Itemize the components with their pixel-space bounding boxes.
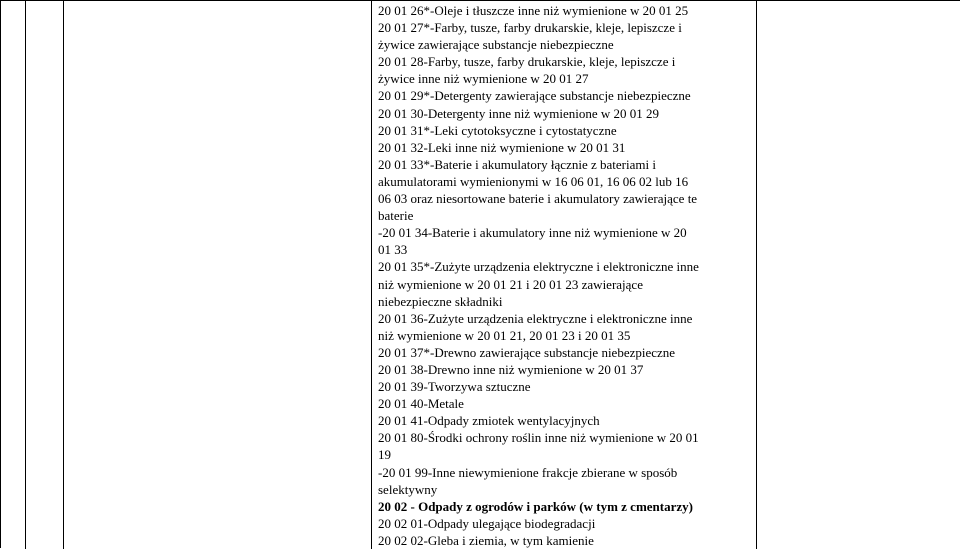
waste-codes-cell: [378, 2, 750, 549]
text-line: 20 01 33*-Baterie i akumulatory łącznie z bateriami i: [378, 156, 656, 172]
text-line: 20 01 27*-Farby, tusze, farby drukarskie, kleje, lepiszcze i: [378, 20, 682, 36]
text-line: 20 01 41-Odpady zmiotek wentylacyjnych: [378, 413, 600, 429]
text-line: 20 01 32-Leki inne niż wymienione w 20 01 31: [378, 139, 626, 155]
column-divider: [371, 1, 372, 549]
text-line: -20 01 99-Inne niewymienione frakcje zbierane w sposób: [378, 464, 678, 480]
text-line: żywice zawierające substancje niebezpieczne: [378, 37, 614, 53]
text-line: niż wymienione w 20 01 21 i 20 01 23 zawierające: [378, 276, 643, 292]
text-line: 20 01 35*-Zużyte urządzenia elektryczne i elektroniczne inne: [378, 259, 699, 275]
column-divider: [25, 1, 26, 549]
text-line: 20 01 30-Detergenty inne niż wymienione w 20 01 29: [378, 105, 660, 121]
text-line: 20 01 37*-Drewno zawierające substancje niebezpieczne: [378, 344, 676, 360]
section-heading: 20 02 - Odpady z ogrodów i parków (w tym z cmentarzy): [378, 498, 693, 514]
text-line: akumulatorami wymienionymi w 16 06 01, 16 06 02 lub 16: [378, 173, 689, 189]
text-line: 20 02 01-Odpady ulegające biodegradacji: [378, 515, 596, 531]
text-line: 20 01 36-Zużyte urządzenia elektryczne i elektroniczne inne: [378, 310, 693, 326]
text-line: 20 01 31*-Leki cytotoksyczne i cytostatyczne: [378, 122, 617, 138]
text-line: baterie: [378, 208, 414, 224]
column-divider: [63, 1, 64, 549]
text-line: 20 01 28-Farby, tusze, farby drukarskie, kleje, lepiszcze i: [378, 54, 676, 70]
text-line: 19: [378, 447, 391, 463]
text-line: -20 01 34-Baterie i akumulatory inne niż wymienione w 20: [378, 225, 687, 241]
text-line: 20 02 02-Gleba i ziemia, w tym kamienie: [378, 532, 594, 548]
column-divider: [756, 1, 757, 549]
text-line: 20 01 38-Drewno inne niż wymienione w 20 01 37: [378, 361, 644, 377]
text-line: 01 33: [378, 242, 408, 258]
text-line: 20 01 29*-Detergenty zawierające substancje niebezpieczne: [378, 88, 691, 104]
text-line: niebezpieczne składniki: [378, 293, 503, 309]
text-line: selektywny: [378, 481, 438, 497]
text-line: 20 01 80-Środki ochrony roślin inne niż wymienione w 20 01: [378, 430, 699, 446]
text-line: 06 03 oraz niesortowane baterie i akumulatory zawierające te: [378, 191, 698, 207]
text-line: żywice inne niż wymienione w 20 01 27: [378, 71, 589, 87]
text-line: 20 01 39-Tworzywa sztuczne: [378, 379, 531, 395]
text-line: 20 01 26*-Oleje i tłuszcze inne niż wymienione w 20 01 25: [378, 3, 689, 18]
text-line: 20 01 40-Metale: [378, 396, 464, 412]
text-line: niż wymienione w 20 01 21, 20 01 23 i 20 01 35: [378, 327, 631, 343]
